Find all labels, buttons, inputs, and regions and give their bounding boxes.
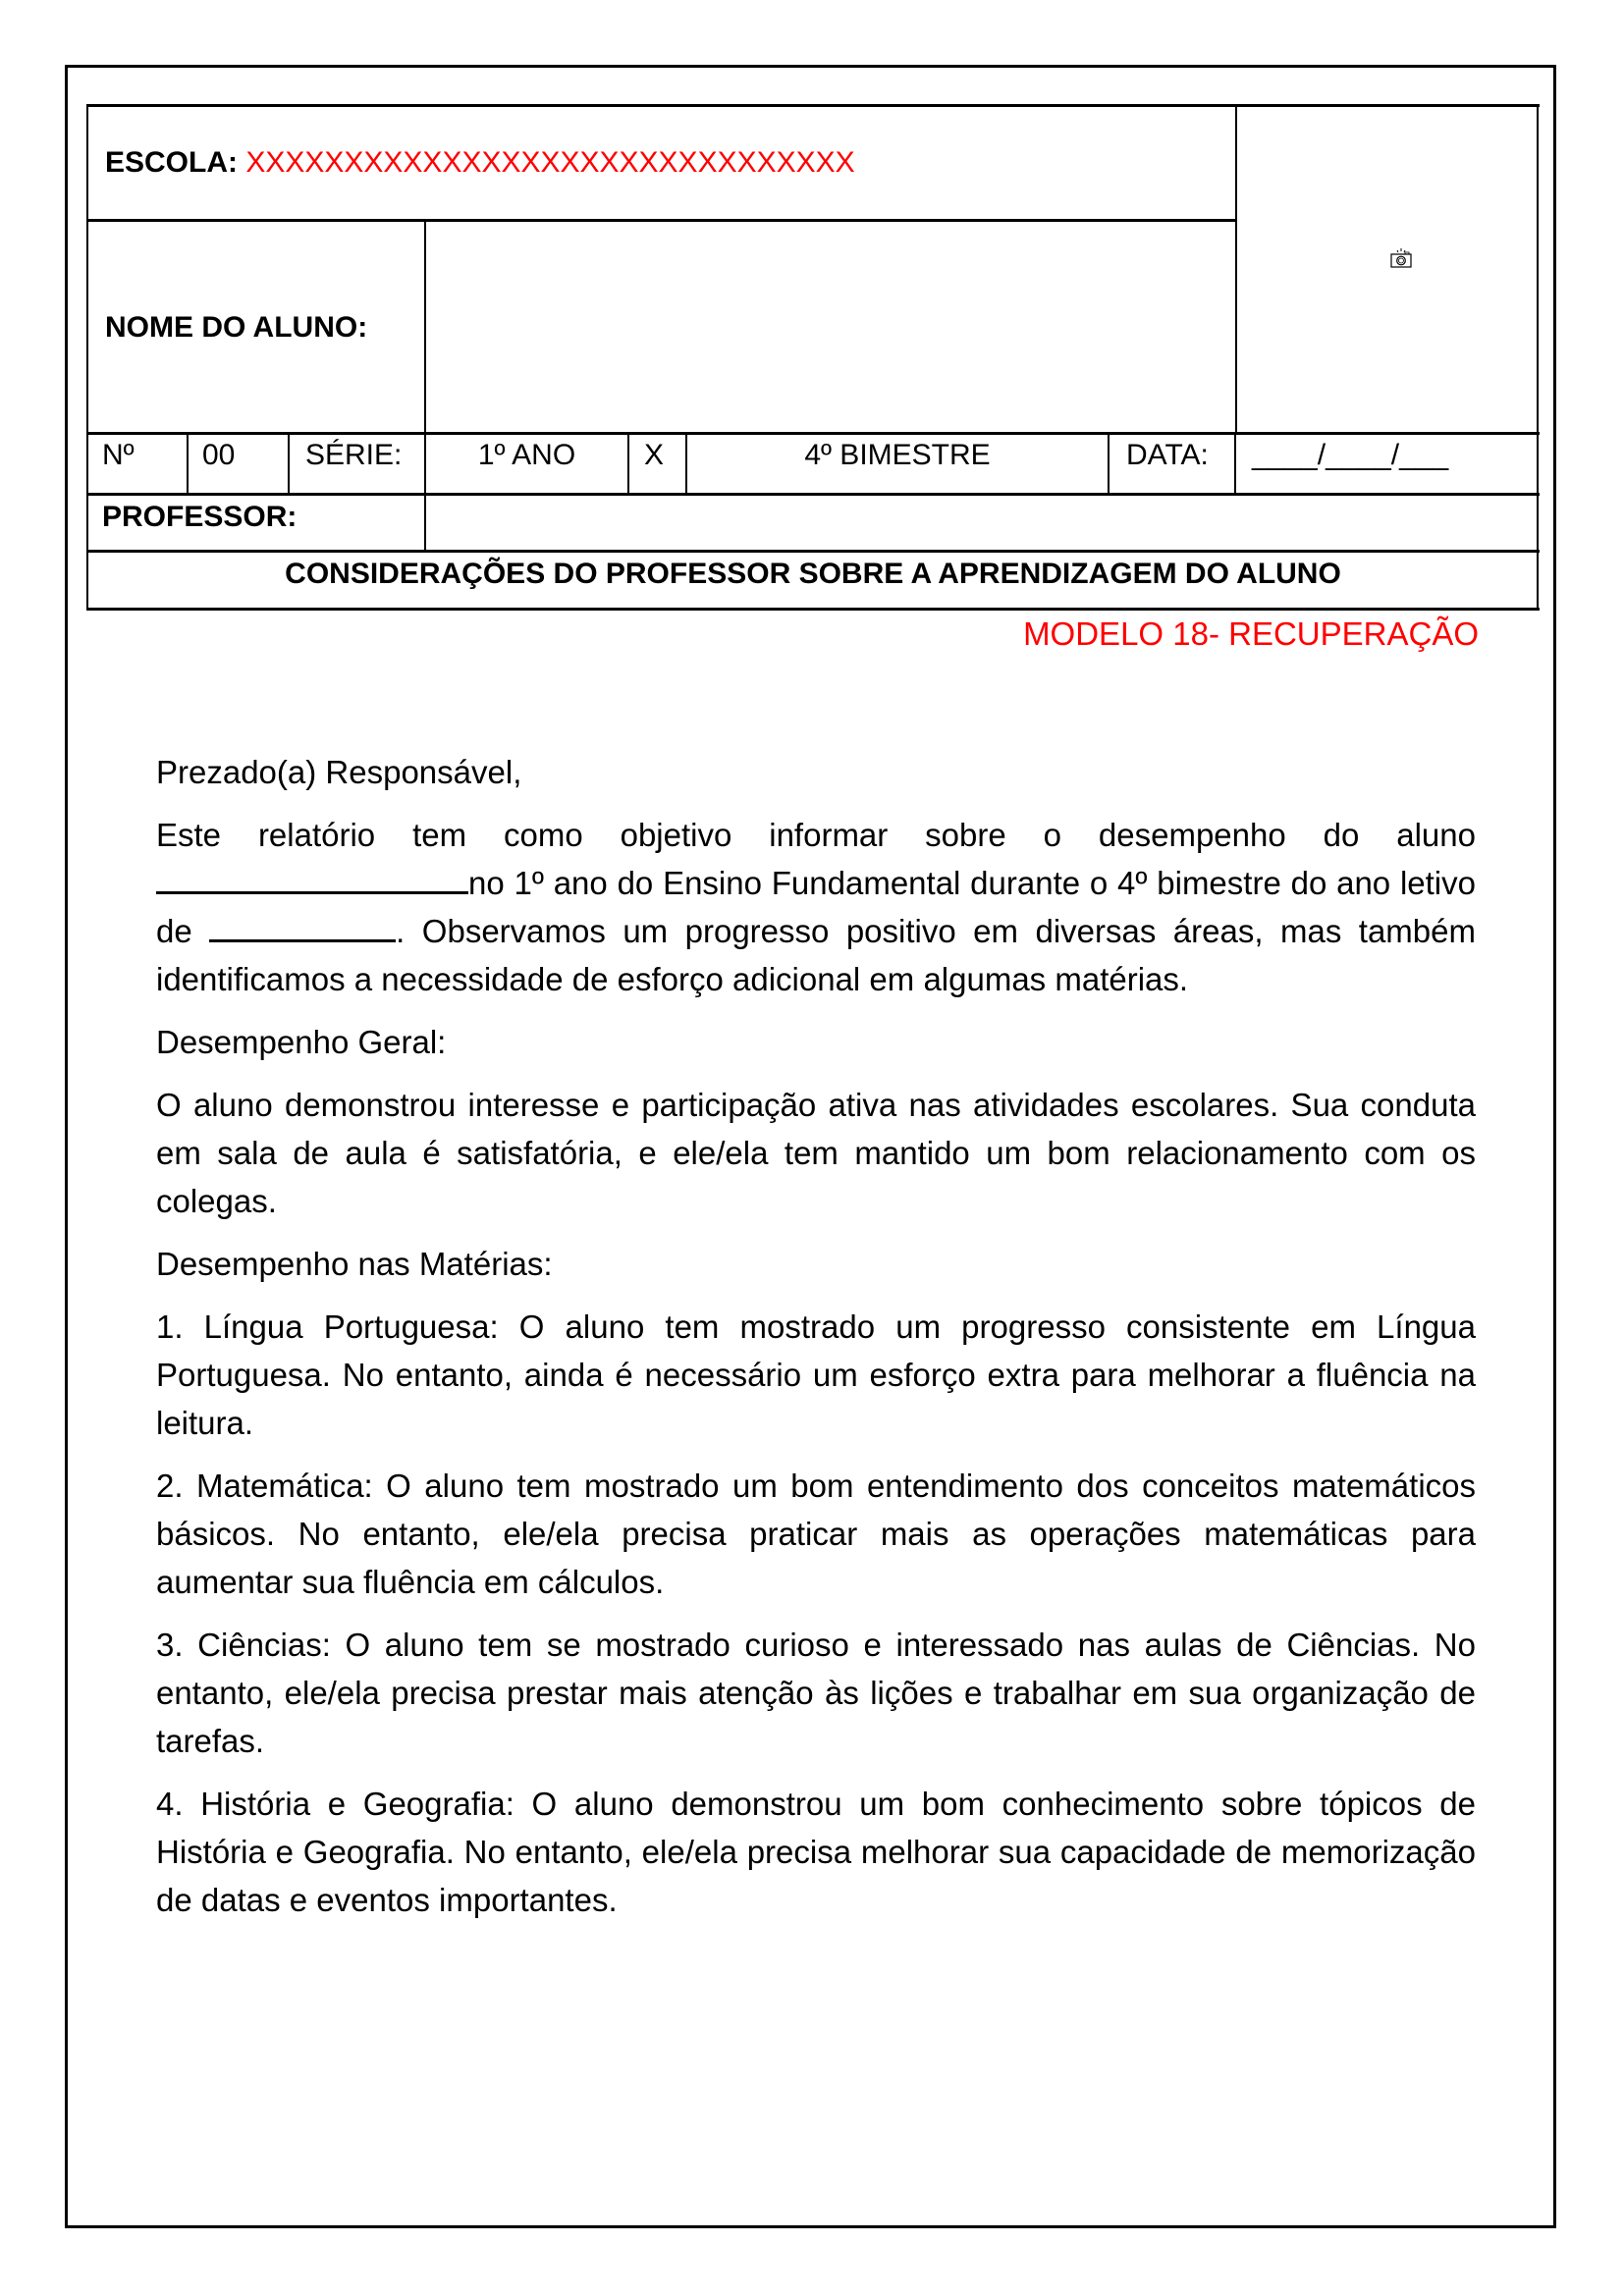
school-year-blank[interactable] [209, 910, 396, 942]
greeting: Prezado(a) Responsável, [156, 754, 522, 790]
info-col-1 [187, 432, 189, 495]
nome-input[interactable] [436, 236, 1221, 422]
letter-body [156, 748, 1476, 1939]
nome-label: NOME DO ALUNO: [105, 311, 368, 344]
subject-item-history-geography: 4. História e Geografia: O aluno demonstrou um bom conhecimento sobre tópicos de História e Geografia. No entanto, ele/ela precisa melhorar sua capacidade de memorização de datas e eventos importantes. [156, 1786, 1476, 1918]
general-paragraph: O aluno demonstrou interesse e participação ativa nas atividades escolares. Sua conduta em sala de aula é satisfatória, e ele/ela tem mantido um bom relacionamento com os colegas. [156, 1087, 1476, 1219]
data-label: DATA: [1126, 439, 1209, 471]
model-label: MODELO 18- RECUPERAÇÃO [1023, 615, 1479, 652]
mark-value[interactable]: X [644, 439, 665, 471]
numero-label: Nº [102, 439, 135, 471]
info-row-bottom [86, 493, 1540, 496]
table-left-border [86, 104, 88, 611]
numero-value[interactable]: 00 [202, 439, 236, 471]
serie-value[interactable]: 1º ANO [477, 439, 576, 471]
subject-item-science: 3. Ciências: O aluno tem se mostrado curioso e interessado nas aulas de Ciências. No entanto, ele/ela precisa prestar mais atenção às lições e trabalhar em sua organização de tarefas. [156, 1627, 1476, 1759]
escola-label: ESCOLA: [105, 146, 238, 179]
serie-label: SÉRIE: [305, 439, 403, 471]
info-col-2 [288, 432, 290, 495]
photo-column-border [1235, 104, 1237, 434]
escola-row-bottom [86, 219, 1236, 222]
professor-input[interactable] [436, 501, 1526, 540]
nome-label-border [424, 219, 426, 434]
info-col-7 [1234, 432, 1236, 495]
info-col-4 [627, 432, 629, 495]
professor-row-bottom [86, 550, 1540, 553]
subject-item-math: 2. Matemática: O aluno tem mostrado um bom entendimento dos conceitos matemáticos básicos. No entanto, ele/ela precisa praticar mais as operações matemáticas para aumentar sua fluência em cálculos. [156, 1468, 1476, 1600]
table-top-border [86, 104, 1540, 107]
subject-item-portuguese: 1. Língua Portuguesa: O aluno tem mostrado um progresso consistente em Língua Portuguesa. No entanto, ainda é necessário um esforço extra para melhorar a fluência na leitura. [156, 1308, 1476, 1441]
info-col-6 [1108, 432, 1110, 495]
bimestre-value[interactable]: 4º BIMESTRE [804, 439, 991, 471]
escola-field [105, 146, 855, 180]
intro-paragraph [156, 811, 1476, 1003]
table-right-border [1537, 104, 1539, 611]
section-title: CONSIDERAÇÕES DO PROFESSOR SOBRE A APRENDIZAGEM DO ALUNO [285, 558, 1341, 590]
professor-label: PROFESSOR: [102, 501, 298, 533]
table-bottom-border [86, 608, 1540, 611]
subjects-heading: Desempenho nas Matérias: [156, 1246, 553, 1282]
student-name-blank[interactable] [156, 862, 468, 894]
general-heading: Desempenho Geral: [156, 1024, 447, 1060]
camera-icon [1389, 246, 1413, 270]
professor-label-border [424, 493, 426, 552]
escola-value[interactable]: XXXXXXXXXXXXXXXXXXXXXXXXXXXXXXX [245, 146, 855, 179]
intro-part-2: no 1º ano do Ensino Fundamental durante o 4º bimestre do ano letivo de [156, 865, 1476, 949]
data-value[interactable]: ____/____/___ [1252, 439, 1449, 471]
intro-part-1: Este relatório tem como objetivo informar sobre o desempenho do aluno [156, 817, 1476, 853]
nome-row-bottom [86, 432, 1540, 435]
intro-part-3: . Observamos um progresso positivo em diversas áreas, mas também identificamos a necessidade de esforço adicional em algumas matérias. [156, 913, 1476, 997]
